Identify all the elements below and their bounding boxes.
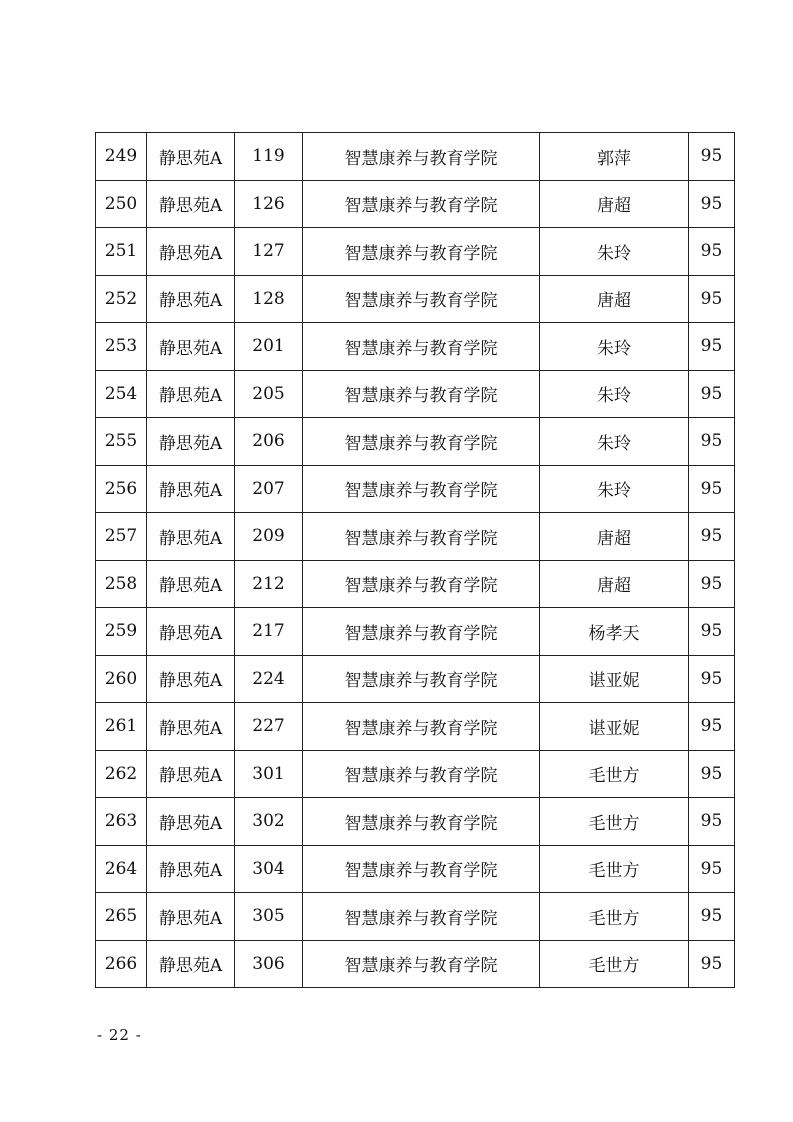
inspector-name-cell: 毛世方 — [540, 798, 689, 846]
building-cell: 静思苑A — [147, 893, 235, 941]
inspector-name-cell: 郭萍 — [540, 133, 689, 181]
building-cell: 静思苑A — [147, 180, 235, 228]
table-body — [96, 133, 735, 988]
building-cell: 静思苑A — [147, 228, 235, 276]
building-cell: 静思苑A — [147, 323, 235, 371]
table-row — [96, 465, 735, 513]
score-cell: 95 — [689, 750, 735, 798]
room-number-cell: 224 — [235, 655, 303, 703]
inspector-name-cell: 唐超 — [540, 275, 689, 323]
score-cell: 95 — [689, 893, 735, 941]
row-number-cell: 253 — [96, 323, 147, 371]
building-cell: 静思苑A — [147, 133, 235, 181]
table-row — [96, 893, 735, 941]
inspector-name-cell: 朱玲 — [540, 465, 689, 513]
table-row — [96, 703, 735, 751]
inspector-name-cell: 杨孝天 — [540, 608, 689, 656]
inspector-name-cell: 朱玲 — [540, 418, 689, 466]
row-number-cell: 250 — [96, 180, 147, 228]
inspector-name-cell: 谌亚妮 — [540, 703, 689, 751]
row-number-cell: 254 — [96, 370, 147, 418]
college-cell: 智慧康养与教育学院 — [303, 845, 540, 893]
college-cell: 智慧康养与教育学院 — [303, 940, 540, 988]
row-number-cell: 257 — [96, 513, 147, 561]
row-number-cell: 263 — [96, 798, 147, 846]
room-number-cell: 126 — [235, 180, 303, 228]
score-cell: 95 — [689, 798, 735, 846]
college-cell: 智慧康养与教育学院 — [303, 228, 540, 276]
inspector-name-cell: 毛世方 — [540, 750, 689, 798]
score-cell: 95 — [689, 180, 735, 228]
building-cell: 静思苑A — [147, 608, 235, 656]
row-number-cell: 249 — [96, 133, 147, 181]
score-cell: 95 — [689, 418, 735, 466]
score-cell: 95 — [689, 940, 735, 988]
college-cell: 智慧康养与教育学院 — [303, 608, 540, 656]
row-number-cell: 255 — [96, 418, 147, 466]
table-row — [96, 275, 735, 323]
room-number-cell: 206 — [235, 418, 303, 466]
room-number-cell: 127 — [235, 228, 303, 276]
row-number-cell: 258 — [96, 560, 147, 608]
score-cell: 95 — [689, 323, 735, 371]
score-cell: 95 — [689, 275, 735, 323]
room-number-cell: 227 — [235, 703, 303, 751]
table-row — [96, 560, 735, 608]
row-number-cell: 252 — [96, 275, 147, 323]
table-row — [96, 180, 735, 228]
dormitory-score-table — [95, 132, 735, 988]
table-row — [96, 370, 735, 418]
score-cell: 95 — [689, 465, 735, 513]
college-cell: 智慧康养与教育学院 — [303, 750, 540, 798]
building-cell: 静思苑A — [147, 275, 235, 323]
score-cell: 95 — [689, 560, 735, 608]
row-number-cell: 262 — [96, 750, 147, 798]
room-number-cell: 201 — [235, 323, 303, 371]
inspector-name-cell: 朱玲 — [540, 323, 689, 371]
building-cell: 静思苑A — [147, 513, 235, 561]
score-cell: 95 — [689, 655, 735, 703]
college-cell: 智慧康养与教育学院 — [303, 418, 540, 466]
college-cell: 智慧康养与教育学院 — [303, 893, 540, 941]
table-row — [96, 798, 735, 846]
row-number-cell: 251 — [96, 228, 147, 276]
college-cell: 智慧康养与教育学院 — [303, 703, 540, 751]
table-row — [96, 513, 735, 561]
college-cell: 智慧康养与教育学院 — [303, 370, 540, 418]
inspector-name-cell: 谌亚妮 — [540, 655, 689, 703]
row-number-cell: 259 — [96, 608, 147, 656]
page-number: - 22 - — [97, 1026, 142, 1044]
building-cell: 静思苑A — [147, 655, 235, 703]
table-row — [96, 418, 735, 466]
room-number-cell: 302 — [235, 798, 303, 846]
inspector-name-cell: 毛世方 — [540, 893, 689, 941]
building-cell: 静思苑A — [147, 370, 235, 418]
inspector-name-cell: 毛世方 — [540, 845, 689, 893]
building-cell: 静思苑A — [147, 940, 235, 988]
college-cell: 智慧康养与教育学院 — [303, 513, 540, 561]
room-number-cell: 209 — [235, 513, 303, 561]
score-cell: 95 — [689, 513, 735, 561]
row-number-cell: 261 — [96, 703, 147, 751]
building-cell: 静思苑A — [147, 703, 235, 751]
college-cell: 智慧康养与教育学院 — [303, 180, 540, 228]
inspector-name-cell: 唐超 — [540, 513, 689, 561]
inspector-name-cell: 唐超 — [540, 560, 689, 608]
row-number-cell: 266 — [96, 940, 147, 988]
college-cell: 智慧康养与教育学院 — [303, 465, 540, 513]
score-cell: 95 — [689, 608, 735, 656]
inspector-name-cell: 毛世方 — [540, 940, 689, 988]
inspector-name-cell: 唐超 — [540, 180, 689, 228]
room-number-cell: 212 — [235, 560, 303, 608]
score-cell: 95 — [689, 703, 735, 751]
room-number-cell: 205 — [235, 370, 303, 418]
college-cell: 智慧康养与教育学院 — [303, 275, 540, 323]
college-cell: 智慧康养与教育学院 — [303, 133, 540, 181]
room-number-cell: 217 — [235, 608, 303, 656]
row-number-cell: 256 — [96, 465, 147, 513]
table-row — [96, 655, 735, 703]
building-cell: 静思苑A — [147, 750, 235, 798]
score-cell: 95 — [689, 228, 735, 276]
table-row — [96, 750, 735, 798]
row-number-cell: 264 — [96, 845, 147, 893]
table-row — [96, 608, 735, 656]
table-row — [96, 940, 735, 988]
room-number-cell: 304 — [235, 845, 303, 893]
room-number-cell: 306 — [235, 940, 303, 988]
table-row — [96, 323, 735, 371]
building-cell: 静思苑A — [147, 418, 235, 466]
college-cell: 智慧康养与教育学院 — [303, 560, 540, 608]
room-number-cell: 305 — [235, 893, 303, 941]
college-cell: 智慧康养与教育学院 — [303, 323, 540, 371]
building-cell: 静思苑A — [147, 465, 235, 513]
room-number-cell: 128 — [235, 275, 303, 323]
score-cell: 95 — [689, 133, 735, 181]
building-cell: 静思苑A — [147, 798, 235, 846]
room-number-cell: 119 — [235, 133, 303, 181]
table-row — [96, 845, 735, 893]
score-cell: 95 — [689, 370, 735, 418]
row-number-cell: 265 — [96, 893, 147, 941]
inspector-name-cell: 朱玲 — [540, 370, 689, 418]
room-number-cell: 207 — [235, 465, 303, 513]
college-cell: 智慧康养与教育学院 — [303, 798, 540, 846]
room-number-cell: 301 — [235, 750, 303, 798]
table-row — [96, 133, 735, 181]
college-cell: 智慧康养与教育学院 — [303, 655, 540, 703]
building-cell: 静思苑A — [147, 560, 235, 608]
inspector-name-cell: 朱玲 — [540, 228, 689, 276]
building-cell: 静思苑A — [147, 845, 235, 893]
row-number-cell: 260 — [96, 655, 147, 703]
table-row — [96, 228, 735, 276]
score-cell: 95 — [689, 845, 735, 893]
